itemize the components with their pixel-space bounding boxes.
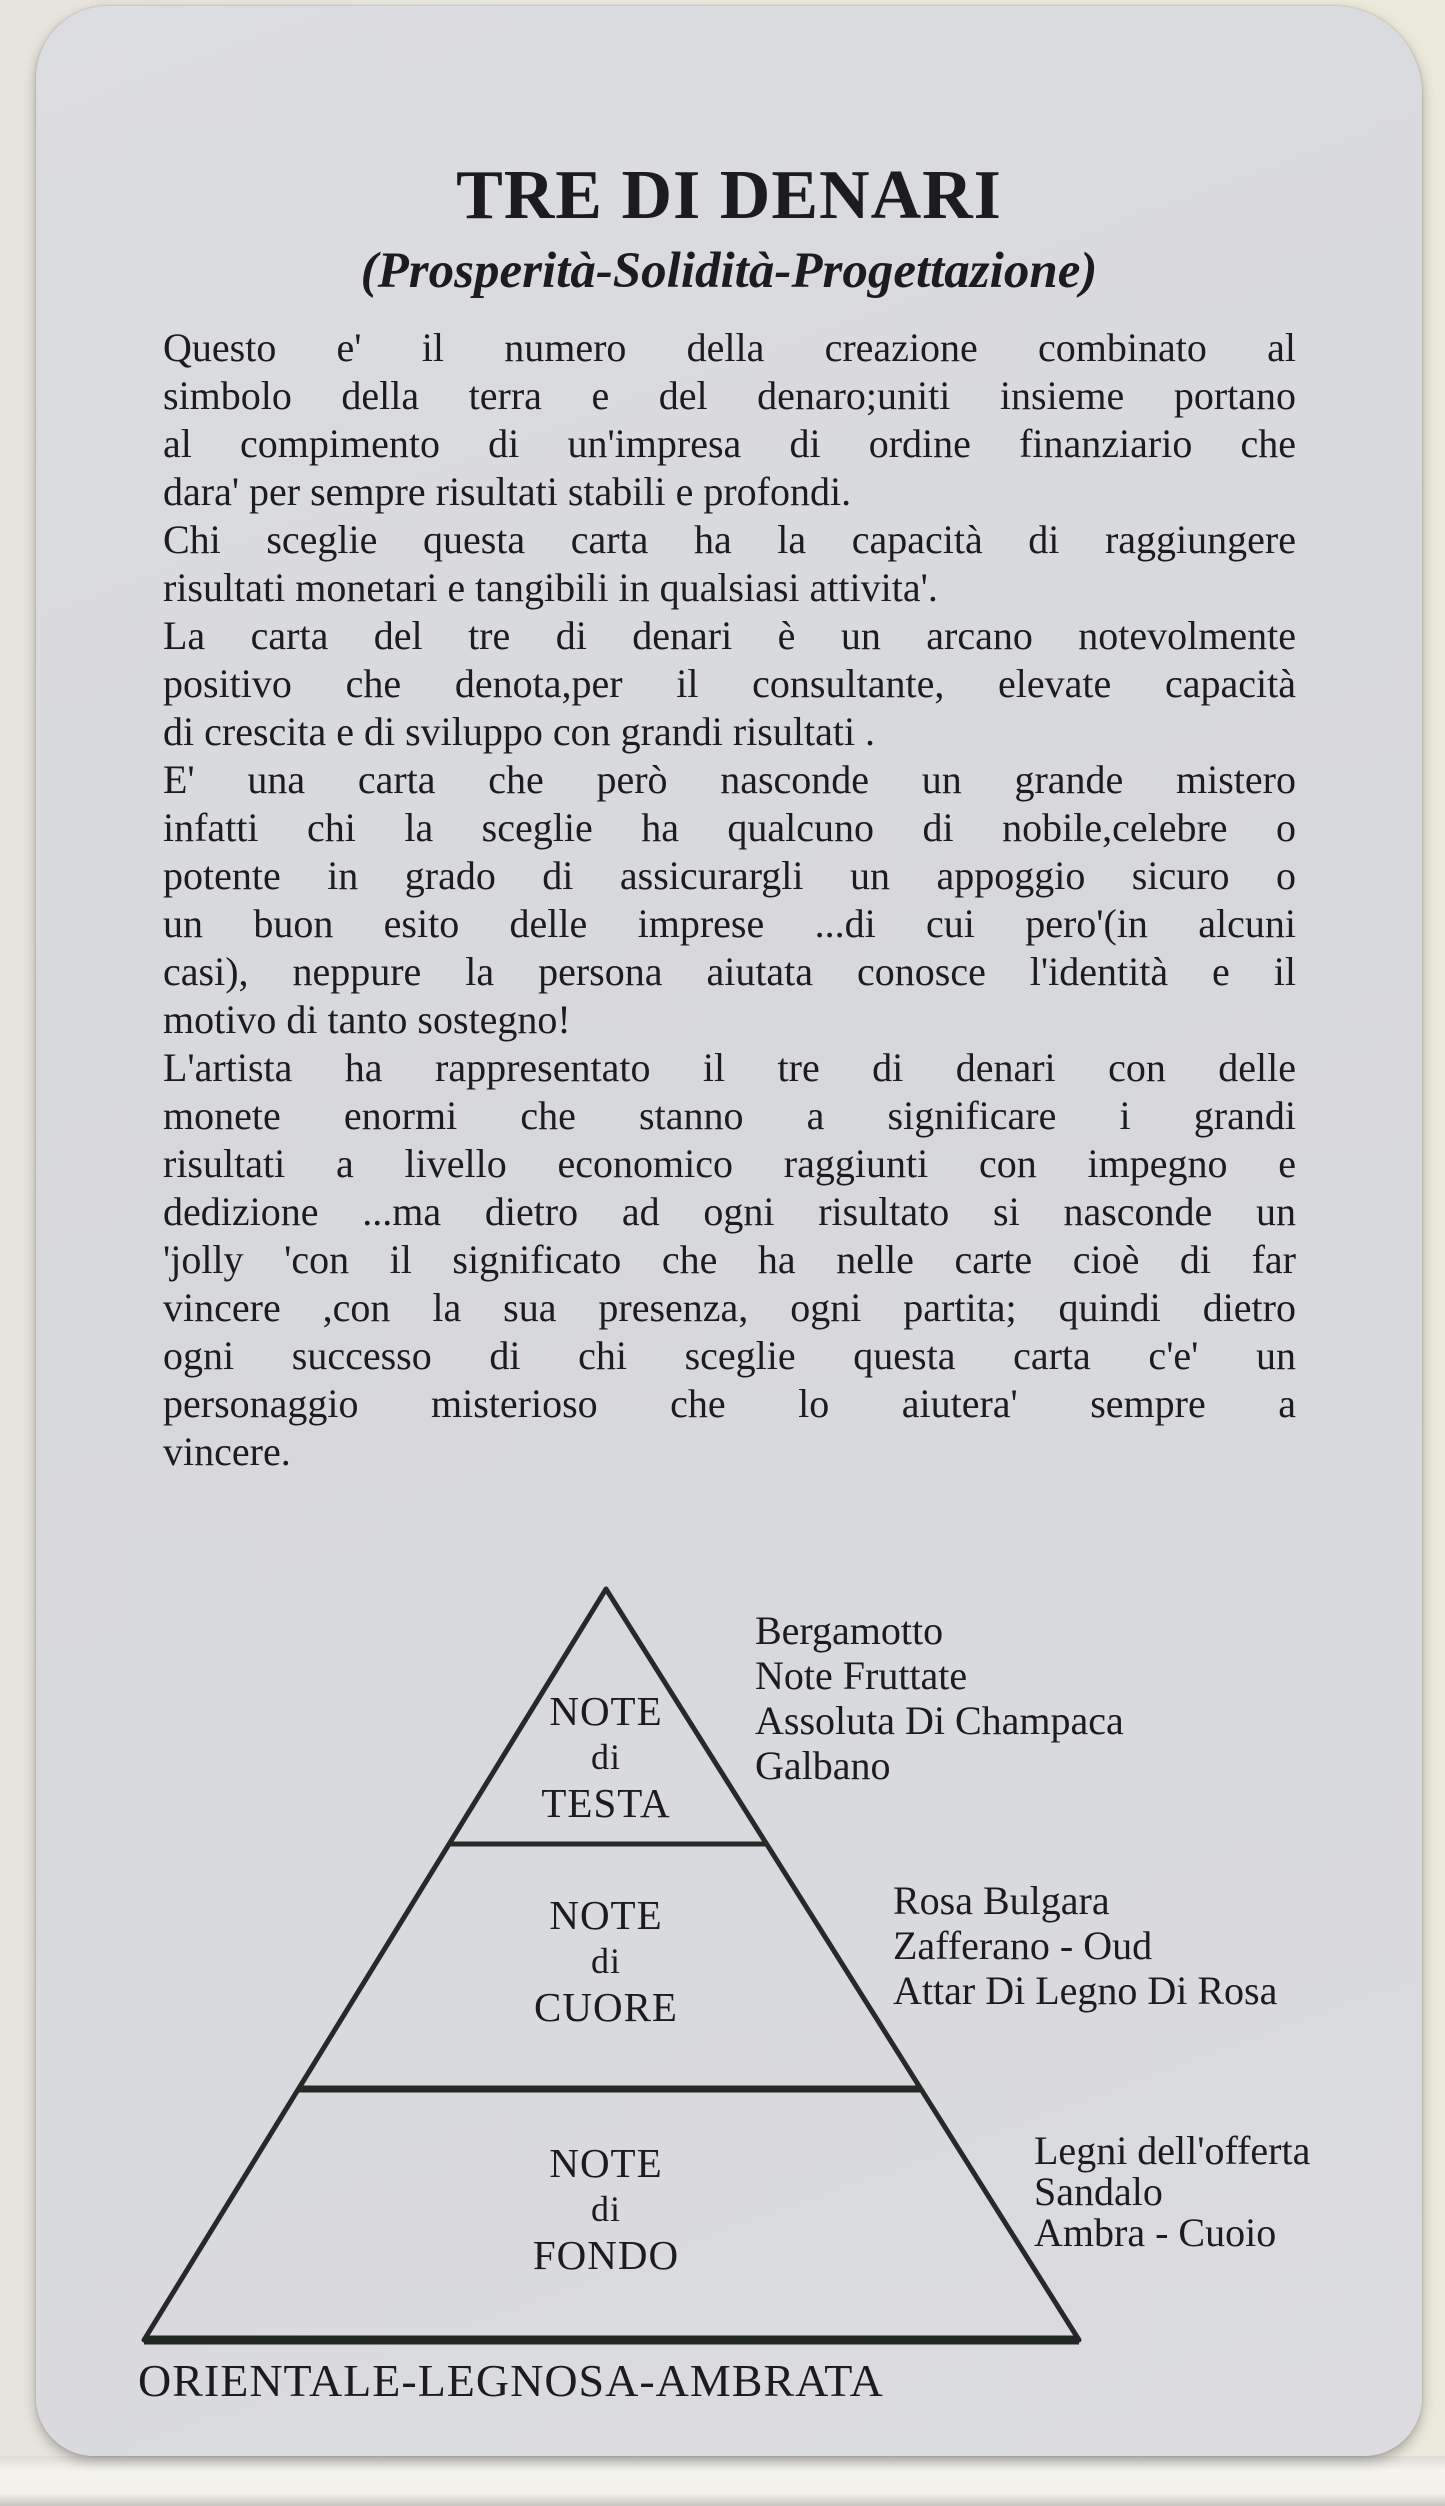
pyramid-level-base-label — [396, 2140, 816, 2278]
level-label-line: NOTE — [549, 1892, 663, 1938]
level-label-line: CUORE — [534, 1984, 678, 2030]
level-label-line: di — [590, 2189, 621, 2229]
tarot-info-card — [36, 6, 1422, 2456]
description-line: monete enormi che stanno a significare i grandi — [163, 1093, 1296, 1138]
card-subtitle: (Prosperità-Solidità-Progettazione) — [360, 243, 1098, 299]
level-label-line: NOTE — [549, 2140, 663, 2186]
base-notes-list — [1034, 2130, 1310, 2253]
description-line: di crescita e di sviluppo con grandi risultati . — [163, 709, 876, 754]
fragrance-family-label: ORIENTALE-LEGNOSA-AMBRATA — [138, 2355, 884, 2406]
description-line: 'jolly 'con il significato che ha nelle carte cioè di far — [163, 1237, 1296, 1282]
note-item: Ambra - Cuoio — [1034, 2210, 1277, 2255]
description-line: ogni successo di chi sceglie questa carta c'e' un — [163, 1333, 1296, 1378]
note-item: Note Fruttate — [755, 1653, 968, 1698]
description-line: risultati monetari e tangibili in qualsiasi attivita'. — [163, 565, 938, 610]
level-label-line: di — [590, 1737, 621, 1777]
description-line: vincere ,con la sua presenza, ogni partita; quindi dietro — [163, 1285, 1296, 1330]
description-line: La carta del tre di denari è un arcano notevolmente — [163, 613, 1296, 658]
description-line: simbolo della terra e del denaro;uniti insieme portano — [163, 373, 1296, 418]
note-item: Rosa Bulgara — [893, 1878, 1110, 1923]
description-line: Questo e' il numero della creazione combinato al — [163, 325, 1296, 370]
level-label-line: NOTE — [549, 1688, 663, 1734]
description-line: casi), neppure la persona aiutata conosce l'identità e il — [163, 949, 1296, 994]
description-line: E' una carta che però nasconde un grande mistero — [163, 757, 1296, 802]
table-surface — [0, 2456, 1445, 2506]
note-item: Sandalo — [1034, 2169, 1163, 2214]
description-line: dedizione ...ma dietro ad ogni risultato si nasconde un — [163, 1189, 1296, 1234]
note-item: Bergamotto — [755, 1608, 944, 1653]
note-item: Galbano — [755, 1743, 891, 1788]
description-line: un buon esito delle imprese ...di cui pero'(in alcuni — [163, 901, 1296, 946]
description-line: Chi sceglie questa carta ha la capacità di raggiungere — [163, 517, 1296, 562]
description-line: potente in grado di assicurargli un appoggio sicuro o — [163, 853, 1296, 898]
level-label-line: FONDO — [532, 2232, 680, 2278]
note-item: Legni dell'offerta — [1034, 2128, 1311, 2173]
description-line: al compimento di un'impresa di ordine finanziario che — [163, 421, 1296, 466]
card-title: TRE DI DENARI — [456, 157, 1002, 234]
description-line: positivo che denota,per il consultante, elevate capacità — [163, 661, 1296, 706]
description-line: vincere. — [163, 1429, 291, 1474]
level-label-line: di — [590, 1941, 621, 1981]
note-item: Attar Di Legno Di Rosa — [893, 1968, 1278, 2013]
description-line: dara' per sempre risultati stabili e profondi. — [163, 469, 852, 514]
level-label-line: TESTA — [541, 1780, 671, 1826]
description-line: L'artista ha rappresentato il tre di denari con delle — [163, 1045, 1296, 1090]
pyramid-level-top-label — [396, 1688, 816, 1826]
pyramid-level-heart-label — [396, 1892, 816, 2030]
note-item: Assoluta Di Champaca — [755, 1698, 1124, 1743]
top-notes-list — [755, 1608, 1124, 1788]
description-text — [163, 324, 1296, 1476]
description-line: personaggio misterioso che lo aiutera' sempre a — [163, 1381, 1296, 1426]
note-item: Zafferano - Oud — [893, 1923, 1153, 1968]
description-line: risultati a livello economico raggiunti con impegno e — [163, 1141, 1296, 1186]
heart-notes-list — [893, 1878, 1277, 2013]
description-line: infatti chi la sceglie ha qualcuno di nobile,celebre o — [163, 805, 1296, 850]
description-line: motivo di tanto sostegno! — [163, 997, 571, 1042]
